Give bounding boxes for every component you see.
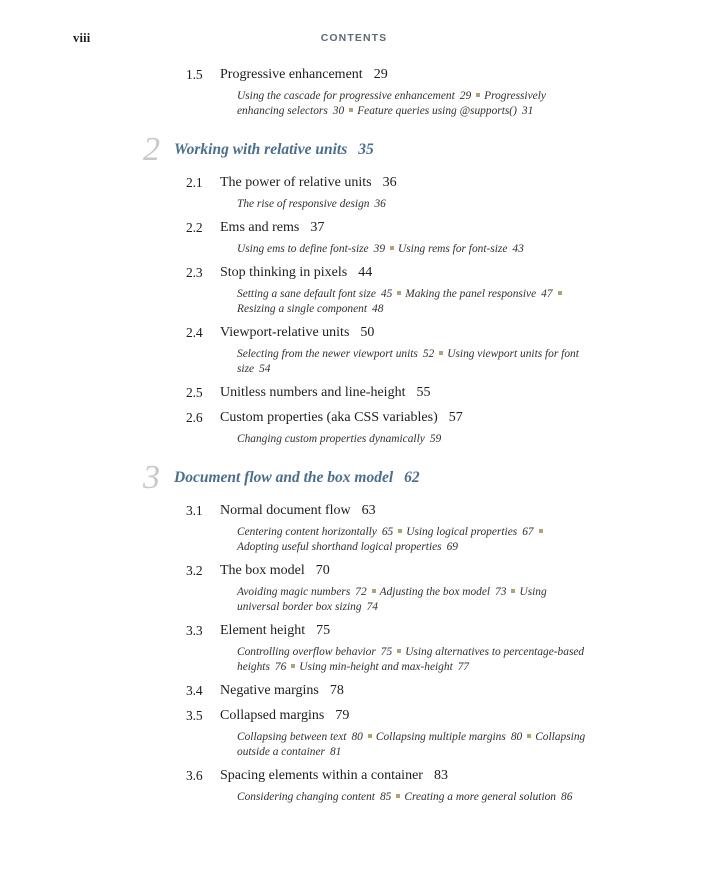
subsection-page-number: 67 bbox=[522, 526, 534, 538]
section-title[interactable] bbox=[220, 175, 397, 191]
section-row[interactable] bbox=[0, 708, 708, 728]
bullet-separator-icon bbox=[372, 589, 376, 593]
bullet-separator-icon bbox=[558, 291, 562, 295]
subsection-title[interactable]: Collapsing outside a container bbox=[237, 731, 586, 758]
section-row[interactable] bbox=[0, 683, 708, 703]
section-page-number: 79 bbox=[335, 708, 350, 723]
section-page-number: 78 bbox=[329, 683, 344, 698]
section-number: 2.1 bbox=[186, 175, 203, 190]
subsection-page-number: 29 bbox=[459, 90, 472, 102]
toc-section bbox=[0, 683, 708, 703]
section-page-number: 83 bbox=[433, 768, 448, 783]
section-page-number: 75 bbox=[316, 623, 331, 638]
section-number: 3.6 bbox=[186, 768, 203, 783]
toc-section bbox=[0, 563, 708, 618]
section-title-text: Viewport-relative units bbox=[220, 325, 350, 340]
subsection-title[interactable]: The rise of responsive design bbox=[237, 198, 370, 210]
subsection-title[interactable]: Adjusting the box model bbox=[379, 586, 491, 598]
chapter-heading[interactable] bbox=[0, 459, 708, 498]
section-row[interactable] bbox=[0, 503, 708, 523]
toc-chapter bbox=[0, 459, 708, 808]
toc-section bbox=[0, 325, 708, 380]
section-number: 2.3 bbox=[186, 265, 203, 280]
spacer bbox=[0, 805, 708, 808]
subsection-page-number: 36 bbox=[374, 198, 386, 210]
section-number: 2.2 bbox=[186, 220, 203, 235]
bullet-separator-icon bbox=[349, 108, 353, 112]
subsection-page-number: 52 bbox=[422, 348, 435, 360]
subsection-page-number: 80 bbox=[510, 731, 523, 743]
running-head bbox=[0, 31, 708, 51]
section-row[interactable] bbox=[0, 410, 708, 430]
toc-section bbox=[0, 708, 708, 763]
section-title-text: Spacing elements within a container bbox=[220, 768, 423, 783]
toc-chapter bbox=[0, 131, 708, 450]
subsection-title[interactable]: Centering content horizontally bbox=[237, 526, 377, 538]
section-title-text: Ems and rems bbox=[220, 220, 300, 235]
section-title[interactable] bbox=[220, 67, 388, 83]
section-title-text: Normal document flow bbox=[220, 503, 351, 518]
subsection-title[interactable]: Using ems to define font-size bbox=[237, 243, 369, 255]
section-page-number: 70 bbox=[315, 563, 330, 578]
section-row[interactable] bbox=[0, 563, 708, 583]
section-page-number: 37 bbox=[310, 220, 325, 235]
subsection-title[interactable]: Using logical properties bbox=[406, 526, 518, 538]
subsection-list bbox=[237, 525, 587, 555]
chapter-number: 3 bbox=[143, 459, 160, 496]
bullet-separator-icon bbox=[527, 734, 531, 738]
toc-section bbox=[0, 220, 708, 260]
bullet-separator-icon bbox=[511, 589, 515, 593]
bullet-separator-icon bbox=[291, 664, 295, 668]
subsection-page-number: 86 bbox=[561, 791, 573, 803]
subsection-title[interactable]: Avoiding magic numbers bbox=[237, 586, 351, 598]
section-number: 2.6 bbox=[186, 410, 203, 425]
section-title-text: Stop thinking in pixels bbox=[220, 265, 348, 280]
section-title-text: The box model bbox=[220, 563, 305, 578]
chapter-title[interactable] bbox=[174, 469, 420, 487]
subsection-title[interactable]: Considering changing content bbox=[237, 791, 375, 803]
subsection-page-number: 74 bbox=[366, 601, 378, 613]
toc-section bbox=[0, 623, 708, 678]
section-number: 1.5 bbox=[186, 67, 203, 82]
subsection-page-number: 80 bbox=[351, 731, 363, 743]
running-title: CONTENTS bbox=[320, 32, 388, 44]
subsection-list bbox=[237, 347, 587, 377]
chapter-page-number: 35 bbox=[358, 141, 374, 158]
toc-section bbox=[0, 503, 708, 558]
chapter-heading[interactable] bbox=[0, 131, 708, 170]
subsection-page-number: 69 bbox=[446, 541, 458, 553]
subsection-list bbox=[237, 242, 587, 257]
subsection-title[interactable]: Using the cascade for progressive enhancement bbox=[237, 90, 455, 102]
spacer bbox=[0, 119, 708, 122]
section-title[interactable] bbox=[220, 708, 349, 724]
subsection-title[interactable]: Feature queries using @supports() bbox=[357, 105, 517, 117]
section-title-text: Progressive enhancement bbox=[220, 67, 363, 82]
bullet-separator-icon bbox=[439, 351, 443, 355]
section-number: 3.4 bbox=[186, 683, 203, 698]
subsection-title[interactable]: Collapsing multiple margins bbox=[375, 731, 506, 743]
section-page-number: 55 bbox=[416, 385, 431, 400]
bullet-separator-icon bbox=[397, 649, 401, 653]
subsection-page-number: 39 bbox=[373, 243, 386, 255]
section-row[interactable] bbox=[0, 220, 708, 240]
subsection-list bbox=[237, 730, 587, 760]
bullet-separator-icon bbox=[397, 291, 401, 295]
section-page-number: 57 bbox=[448, 410, 463, 425]
section-title[interactable] bbox=[220, 683, 344, 699]
section-title-text: Collapsed margins bbox=[220, 708, 325, 723]
spacer bbox=[0, 317, 708, 320]
subsection-page-number: 31 bbox=[521, 105, 534, 117]
section-page-number: 36 bbox=[382, 175, 397, 190]
section-row[interactable] bbox=[0, 623, 708, 643]
chapter-title-text: Document flow and the box model bbox=[174, 469, 394, 486]
section-title-text: Element height bbox=[220, 623, 306, 638]
subsection-list bbox=[237, 645, 587, 675]
bullet-separator-icon bbox=[476, 93, 480, 97]
subsection-page-number: 72 bbox=[355, 586, 367, 598]
bullet-separator-icon bbox=[390, 246, 394, 250]
section-row[interactable] bbox=[0, 768, 708, 788]
subsection-page-number: 75 bbox=[380, 646, 393, 658]
spacer bbox=[0, 377, 708, 380]
chapter-title[interactable] bbox=[174, 141, 374, 159]
subsection-list bbox=[237, 197, 587, 212]
bullet-separator-icon bbox=[368, 734, 372, 738]
subsection-page-number: 54 bbox=[259, 363, 271, 375]
section-row[interactable] bbox=[0, 325, 708, 345]
subsection-page-number: 47 bbox=[541, 288, 553, 300]
subsection-list bbox=[237, 585, 587, 615]
toc-section bbox=[0, 67, 708, 122]
subsection-title[interactable]: Resizing a single component bbox=[237, 303, 368, 315]
subsection-list bbox=[237, 790, 587, 805]
subsection-title[interactable]: Changing custom properties dynamically bbox=[237, 433, 425, 445]
bullet-separator-icon bbox=[539, 529, 543, 533]
spacer bbox=[0, 447, 708, 450]
table-of-contents bbox=[0, 62, 708, 808]
section-page-number: 29 bbox=[373, 67, 388, 82]
section-title[interactable] bbox=[220, 563, 330, 579]
section-title[interactable] bbox=[220, 385, 430, 401]
subsection-page-number: 43 bbox=[512, 243, 524, 255]
section-page-number: 63 bbox=[361, 503, 376, 518]
section-number: 3.3 bbox=[186, 623, 203, 638]
subsection-page-number: 73 bbox=[495, 586, 507, 598]
spacer bbox=[0, 555, 708, 558]
section-title-text: The power of relative units bbox=[220, 175, 372, 190]
subsection-title[interactable]: Using universal border box sizing bbox=[237, 586, 547, 613]
section-number: 3.1 bbox=[186, 503, 203, 518]
toc-section bbox=[0, 768, 708, 808]
subsection-title[interactable]: Setting a sane default font size bbox=[237, 288, 376, 300]
section-row[interactable] bbox=[0, 265, 708, 285]
subsection-title[interactable]: Using viewport units for font size bbox=[237, 348, 579, 375]
subsection-page-number: 45 bbox=[380, 288, 393, 300]
spacer bbox=[0, 257, 708, 260]
bullet-separator-icon bbox=[396, 794, 400, 798]
section-title-text: Negative margins bbox=[220, 683, 319, 698]
subsection-title[interactable]: Controlling overflow behavior bbox=[237, 646, 376, 658]
subsection-title[interactable]: Collapsing between text bbox=[237, 731, 347, 743]
subsection-title[interactable]: Selecting from the newer viewport units bbox=[237, 348, 418, 360]
subsection-title[interactable]: Using alternatives to percentage-based heights bbox=[237, 646, 585, 673]
subsection-list bbox=[237, 287, 587, 317]
toc-section bbox=[0, 410, 708, 450]
chapter-title-text: Working with relative units bbox=[174, 141, 348, 158]
subsection-title[interactable]: Progressively enhancing selectors bbox=[237, 90, 546, 117]
subsection-page-number: 76 bbox=[274, 661, 287, 673]
subsection-list bbox=[237, 89, 587, 119]
section-page-number: 50 bbox=[360, 325, 375, 340]
section-number: 2.4 bbox=[186, 325, 203, 340]
section-title[interactable] bbox=[220, 265, 372, 281]
section-number: 3.5 bbox=[186, 708, 203, 723]
subsection-page-number: 30 bbox=[332, 105, 345, 117]
section-row[interactable] bbox=[0, 67, 708, 87]
section-row[interactable] bbox=[0, 385, 708, 405]
toc-section bbox=[0, 175, 708, 215]
subsection-title[interactable]: Using min-height and max-height bbox=[299, 661, 453, 673]
page-folio: viii bbox=[73, 31, 91, 45]
section-page-number: 44 bbox=[358, 265, 373, 280]
subsection-page-number: 59 bbox=[429, 433, 442, 445]
section-number: 3.2 bbox=[186, 563, 203, 578]
subsection-page-number: 77 bbox=[457, 661, 470, 673]
section-title-text: Unitless numbers and line-height bbox=[220, 385, 406, 400]
section-title[interactable] bbox=[220, 503, 376, 519]
subsection-page-number: 65 bbox=[381, 526, 394, 538]
section-title[interactable] bbox=[220, 623, 330, 639]
spacer bbox=[0, 212, 708, 215]
subsection-list bbox=[237, 432, 587, 447]
toc-section bbox=[0, 385, 708, 405]
subsection-page-number: 85 bbox=[379, 791, 392, 803]
section-title[interactable] bbox=[220, 768, 448, 784]
section-title[interactable] bbox=[220, 220, 324, 236]
section-title[interactable] bbox=[220, 325, 374, 341]
section-title[interactable] bbox=[220, 410, 463, 426]
subsection-title[interactable]: Adopting useful shorthand logical properties bbox=[237, 541, 442, 553]
subsection-title[interactable]: Creating a more general solution bbox=[404, 791, 556, 803]
section-row[interactable] bbox=[0, 175, 708, 195]
subsection-title[interactable]: Using rems for font-size bbox=[398, 243, 508, 255]
section-number: 2.5 bbox=[186, 385, 203, 400]
spacer bbox=[0, 615, 708, 618]
toc-section bbox=[0, 265, 708, 320]
bullet-separator-icon bbox=[398, 529, 402, 533]
chapter-page-number: 62 bbox=[404, 469, 420, 486]
subsection-title[interactable]: Making the panel responsive bbox=[405, 288, 537, 300]
subsection-page-number: 81 bbox=[329, 746, 342, 758]
spacer bbox=[0, 760, 708, 763]
section-title-text: Custom properties (aka CSS variables) bbox=[220, 410, 438, 425]
spacer bbox=[0, 675, 708, 678]
chapter-number: 2 bbox=[143, 131, 160, 168]
subsection-page-number: 48 bbox=[372, 303, 384, 315]
